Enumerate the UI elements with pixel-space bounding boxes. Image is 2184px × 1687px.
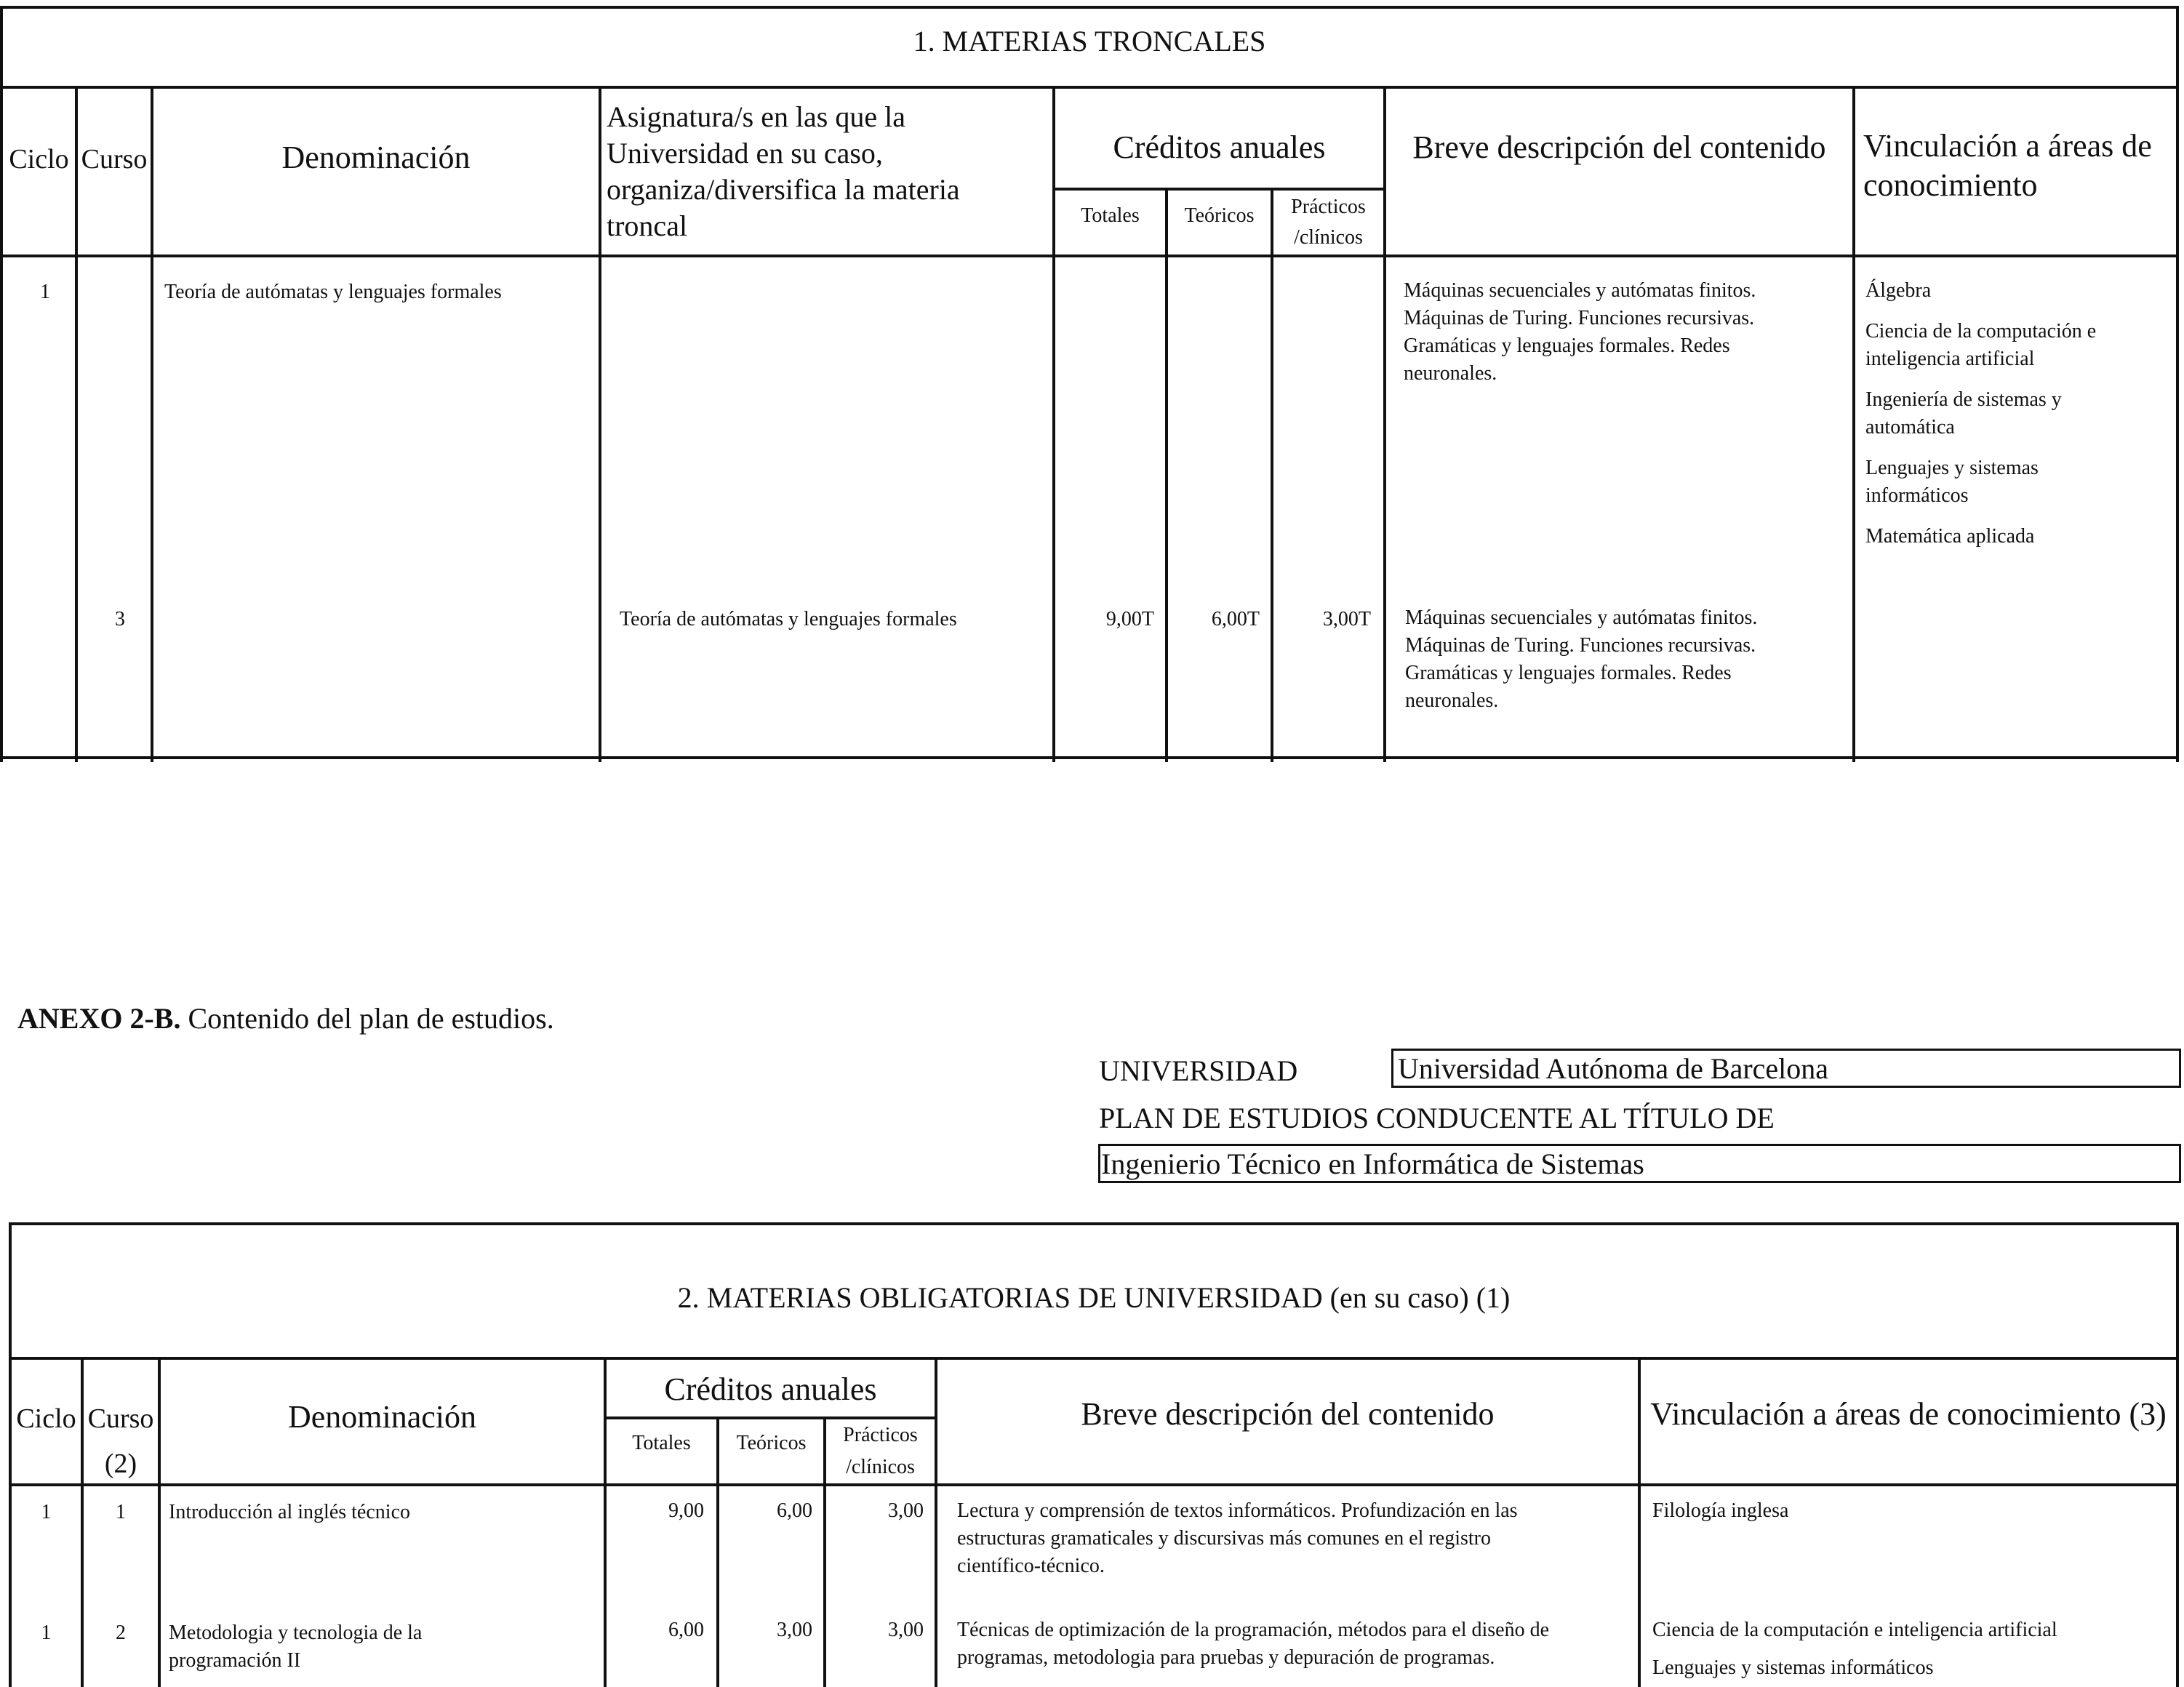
t2-col-creditos-header: Créditos anuales bbox=[664, 1371, 877, 1407]
t2-col-denominacion-header: Denominación bbox=[287, 1399, 477, 1435]
table1-row2-asignatura: Teoría de autómatas y lenguajes formales bbox=[620, 608, 957, 630]
t2-row1-practicos: 3,00 bbox=[888, 1499, 924, 1522]
col-practicos-header: Prácticos /clínicos bbox=[1291, 196, 1366, 249]
t2-col-teoricos-header: Teóricos bbox=[736, 1432, 807, 1454]
table1-row1-descripcion: Máquinas secuenciales y autómatas finitos. Máquinas de Turing. Funciones recursivas. Gramáticas y lenguajes formales. Redes neuronales. bbox=[1404, 279, 1756, 385]
table2-title: 2. MATERIAS OBLIGATORIAS DE UNIVERSIDAD (en su caso) (1) bbox=[677, 1281, 1511, 1314]
table1-row2-teoricos: 6,00T bbox=[1211, 608, 1260, 630]
table1-row2-curso: 3 bbox=[115, 608, 125, 630]
table1-row2-descripcion: Máquinas secuenciales y autómatas finitos. Máquinas de Turing. Funciones recursivas. Gramáticas y lenguajes formales. Redes neuronales. bbox=[1405, 606, 1758, 712]
t2-row2-ciclo: 1 bbox=[41, 1622, 52, 1644]
t2-row2-denominacion: Metodologia y tecnologia de la programación II bbox=[169, 1622, 423, 1672]
col-curso-header: Curso bbox=[81, 144, 148, 175]
t2-row1-teoricos: 6,00 bbox=[777, 1499, 812, 1522]
t2-col-descripcion-header: Breve descripción del contenido bbox=[1081, 1396, 1495, 1432]
t2-row2-teoricos: 3,00 bbox=[777, 1619, 812, 1641]
table1-row1-denominacion: Teoría de autómatas y lenguajes formales bbox=[164, 281, 502, 303]
annex-label bbox=[17, 1001, 554, 1037]
plan-label: PLAN DE ESTUDIOS CONDUCENTE AL TÍTULO DE bbox=[1099, 1102, 1775, 1134]
col-descripcion-header: Breve descripción del contenido bbox=[1412, 129, 1826, 165]
col-asignatura-header: Asignatura/s en las que la Universidad en su caso, organiza/diversifica la materia troncal bbox=[607, 100, 960, 242]
t2-row1-areas: Filología inglesa bbox=[1652, 1499, 1789, 1522]
table1-area-3: Ingeniería de sistemas y automática bbox=[1865, 388, 2062, 438]
t2-col-curso-header: Curso bbox=[87, 1403, 154, 1434]
t2-row2-descripcion: Técnicas de optimización de la programación, métodos para el diseño de programas, metodologia para pruebas y depuración de programas. bbox=[957, 1619, 1550, 1669]
t2-row2-areas-2: Lenguajes y sistemas informáticos bbox=[1652, 1656, 1934, 1679]
annex-label-bold: ANEXO 2-B. bbox=[17, 1002, 181, 1035]
t2-row1-ciclo: 1 bbox=[41, 1501, 52, 1523]
titulo-value: Ingenierio Técnico en Informática de Sistemas bbox=[1101, 1147, 1644, 1180]
t2-row1-denominacion: Introducción al inglés técnico bbox=[169, 1501, 410, 1523]
col-totales-header: Totales bbox=[1081, 204, 1140, 227]
col-vinculacion-header: Vinculación a áreas de conocimiento bbox=[1863, 128, 2152, 203]
table1-area-2: Ciencia de la computación e inteligencia artificial bbox=[1865, 320, 2097, 370]
table1-row2-practicos: 3,00T bbox=[1322, 608, 1371, 630]
universidad-value: Universidad Autónoma de Barcelona bbox=[1398, 1052, 1829, 1085]
t2-row2-curso: 2 bbox=[116, 1622, 126, 1644]
t2-row1-curso: 1 bbox=[116, 1501, 126, 1523]
t2-col-ciclo-header: Ciclo bbox=[16, 1403, 76, 1434]
col-teoricos-header: Teóricos bbox=[1184, 204, 1255, 227]
t2-col-vinculacion-header: Vinculación a áreas de conocimiento (3) bbox=[1650, 1396, 2167, 1432]
t2-row2-totales: 6,00 bbox=[668, 1619, 704, 1641]
t2-col-curso-note: (2) bbox=[104, 1448, 137, 1479]
col-denominacion-header: Denominación bbox=[281, 140, 471, 175]
t2-row2-areas: Ciencia de la computación e inteligencia artificial bbox=[1652, 1619, 2057, 1641]
t2-row1-descripcion: Lectura y comprensión de textos informáticos. Profundización en las estructuras gramaticales y discursivas más comunes en el registro científico-técnico. bbox=[957, 1499, 1518, 1577]
t2-row1-totales: 9,00 bbox=[668, 1499, 704, 1522]
t2-row2-practicos: 3,00 bbox=[888, 1619, 924, 1641]
table1-title: 1. MATERIAS TRONCALES bbox=[913, 25, 1266, 57]
table1-area-4: Lenguajes y sistemas informáticos bbox=[1865, 457, 2039, 507]
t2-col-practicos-header: Prácticos /clínicos bbox=[843, 1424, 918, 1478]
col-ciclo-header: Ciclo bbox=[9, 144, 69, 175]
annex-label-text: Contenido del plan de estudios. bbox=[180, 1002, 554, 1035]
table1-area-5: Matemática aplicada bbox=[1865, 525, 2035, 548]
table1-row2-totales: 9,00T bbox=[1105, 608, 1154, 630]
table1-area-1: Álgebra bbox=[1865, 279, 1932, 302]
col-creditos-header: Créditos anuales bbox=[1113, 129, 1326, 165]
universidad-label: UNIVERSIDAD bbox=[1099, 1054, 1298, 1087]
t2-col-totales-header: Totales bbox=[632, 1432, 691, 1454]
table1-row1-ciclo: 1 bbox=[40, 281, 50, 303]
